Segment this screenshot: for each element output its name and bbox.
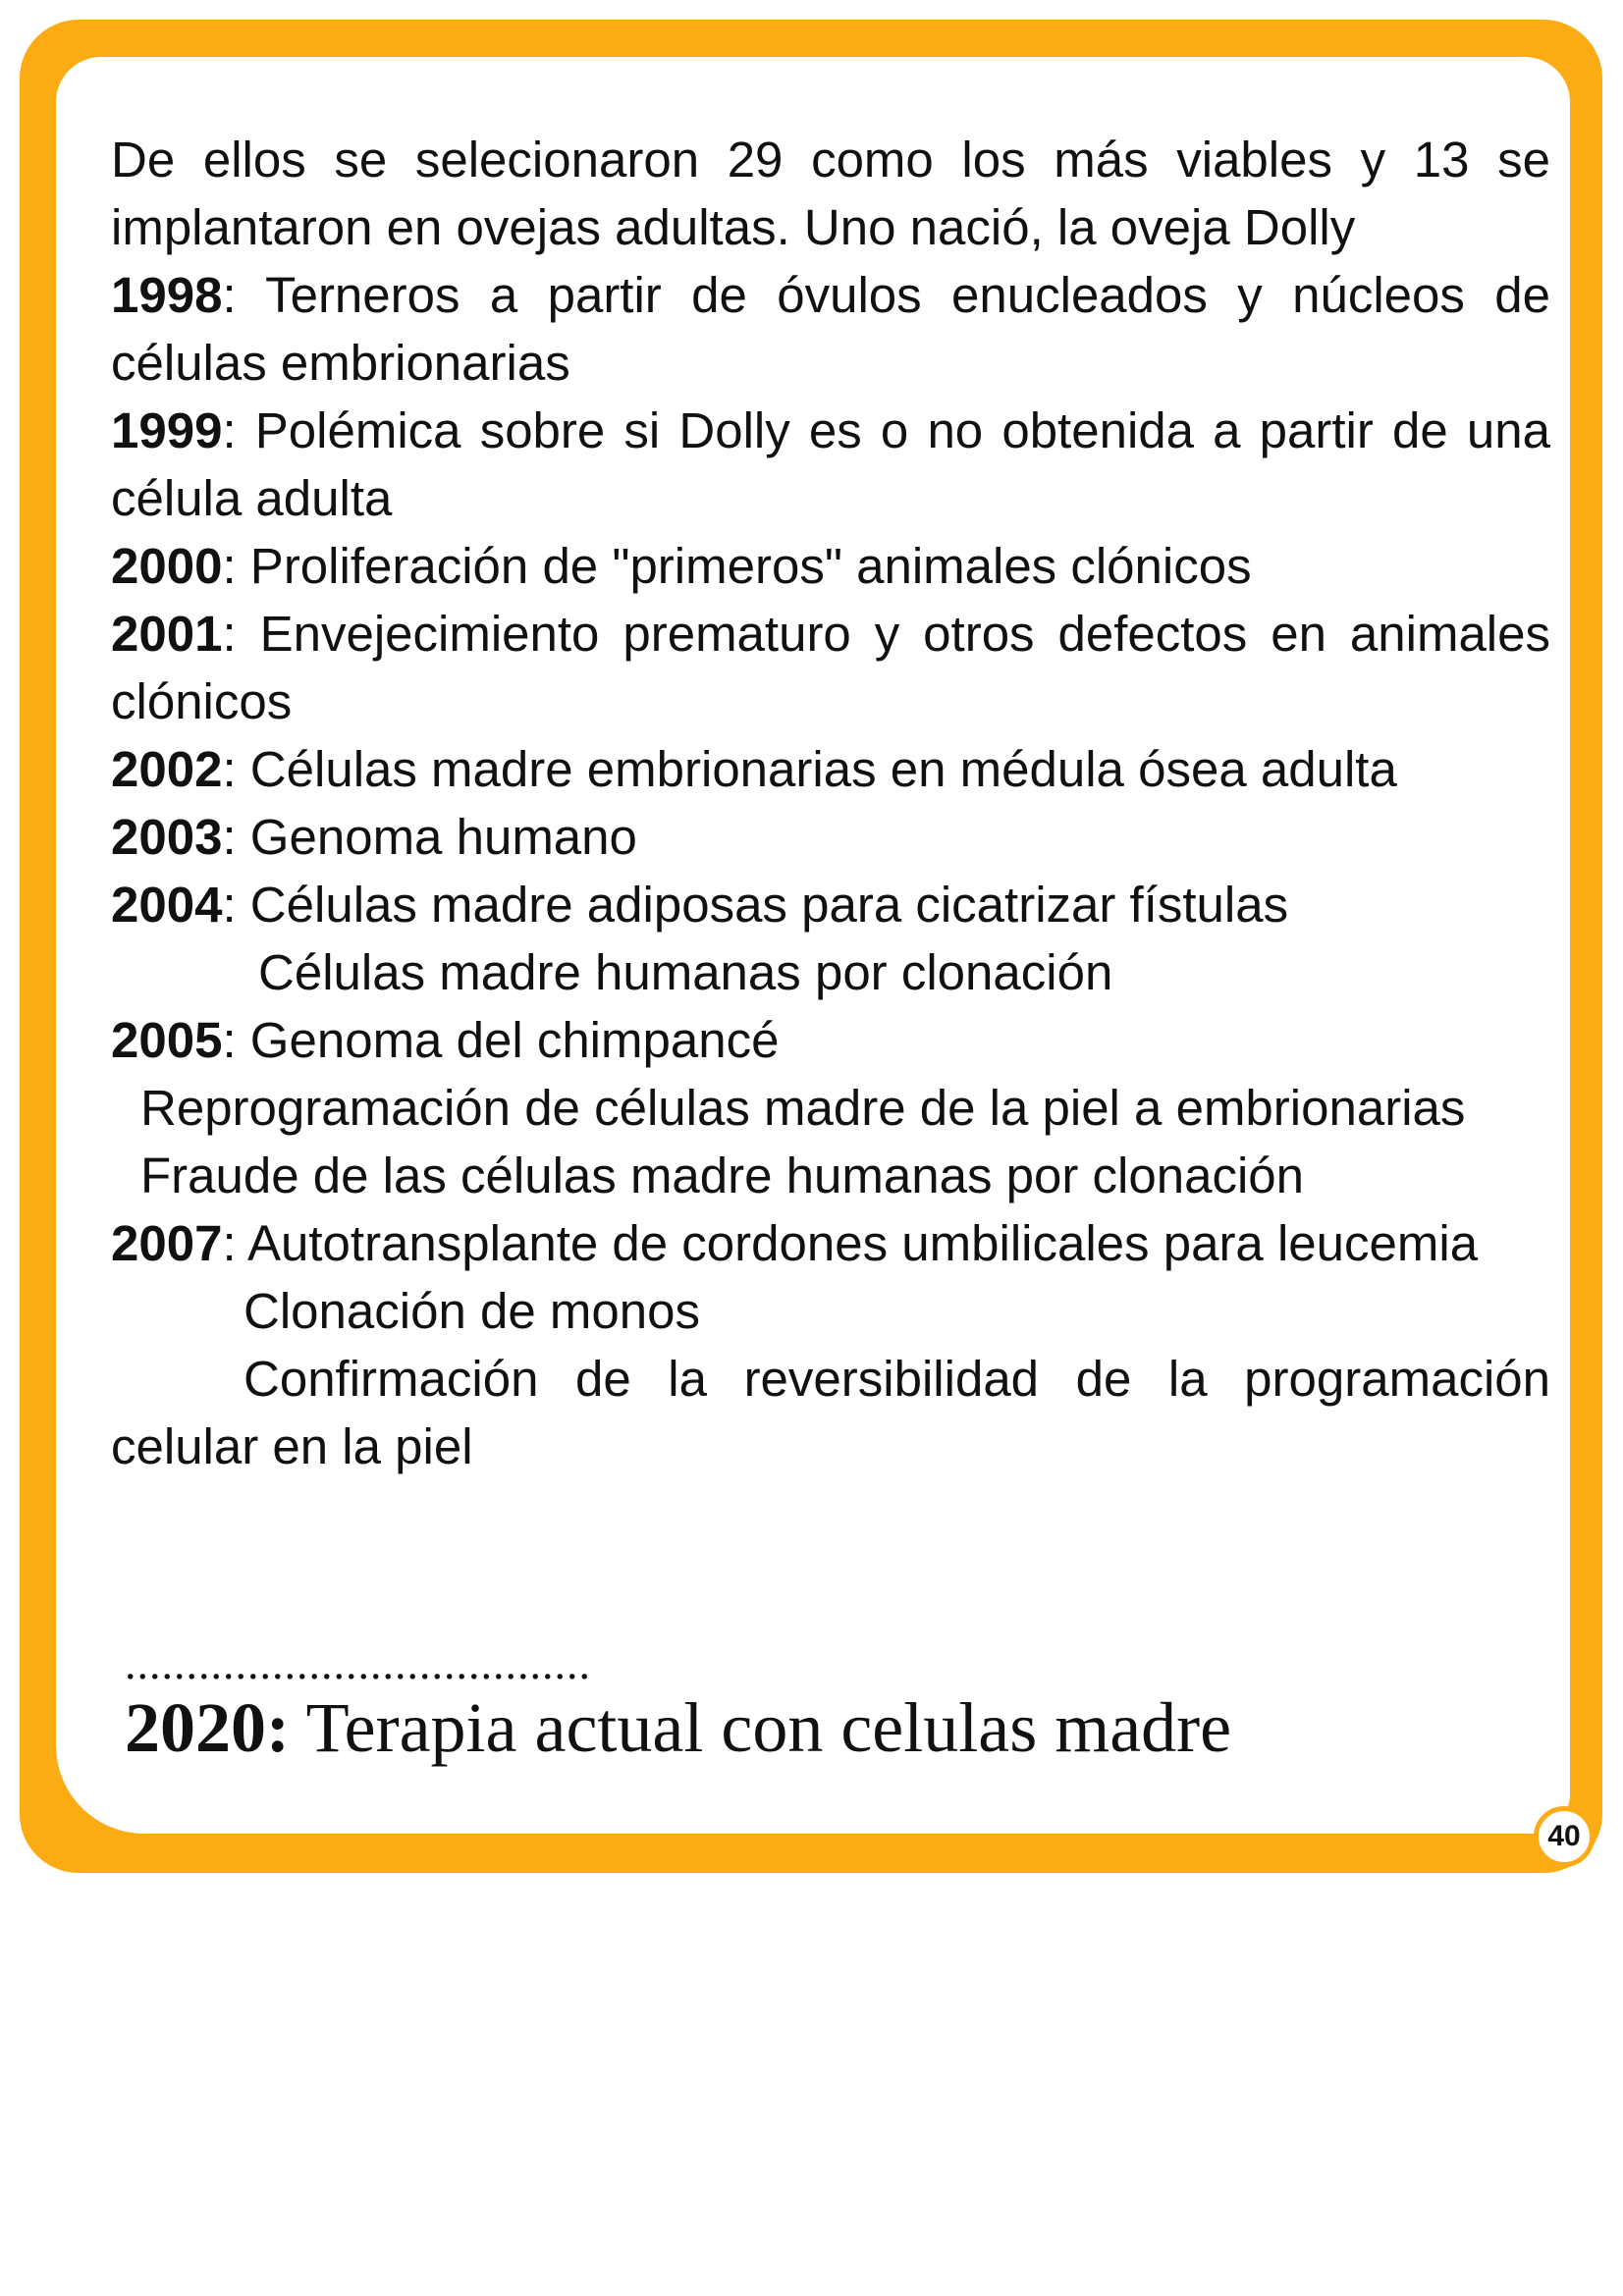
entry-2002 xyxy=(111,735,1550,803)
orange-frame xyxy=(20,20,1602,1873)
year-label: 1999 xyxy=(111,402,223,458)
entry-1998 xyxy=(111,261,1550,397)
entry-2005-sub-a: Reprogramación de células madre de la piel a embrionarias xyxy=(140,1080,1466,1136)
year-label: 2003 xyxy=(111,809,223,865)
entry-2005 xyxy=(111,1006,1550,1074)
page-number-badge: 40 xyxy=(1534,1806,1595,1867)
year-label: 2005 xyxy=(111,1012,223,1068)
entry-2007-sub-b: Confirmación de la reversibilidad de la programación celular en la piel xyxy=(111,1351,1550,1474)
year-label: 2002 xyxy=(111,741,223,797)
entry-text: : Células madre adiposas para cicatrizar fístulas xyxy=(222,877,1289,933)
year-label: 2004 xyxy=(111,877,223,933)
entry-2004 xyxy=(111,871,1550,938)
entry-2000 xyxy=(111,532,1550,600)
final-year-label: 2020: xyxy=(125,1688,290,1767)
year-label: 2000 xyxy=(111,538,223,594)
entry-2005-sub-b: Fraude de las células madre humanas por clonación xyxy=(140,1148,1305,1203)
entry-text: : Genoma humano xyxy=(222,809,637,865)
entry-text: : Proliferación de "primeros" animales clónicos xyxy=(222,538,1252,594)
entry-text: : Células madre embrionarias en médula ósea adulta xyxy=(222,741,1397,797)
content-panel xyxy=(56,57,1581,1852)
entry-text: : Terneros a partir de óvulos enucleados y núcleos de células embrionarias xyxy=(111,267,1550,391)
final-entry-2020 xyxy=(125,1686,1231,1769)
entry-text: : Polémica sobre si Dolly es o no obtenida a partir de una célula adulta xyxy=(111,402,1550,526)
year-label: 1998 xyxy=(111,267,223,323)
entry-2007-sub-a: Clonación de monos xyxy=(243,1283,700,1339)
year-label: 2001 xyxy=(111,606,223,662)
entry-1999 xyxy=(111,397,1550,532)
dotted-separator: ...................................... xyxy=(125,1638,591,1688)
entry-text: : Genoma del chimpancé xyxy=(222,1012,780,1068)
entry-2003 xyxy=(111,803,1550,871)
timeline-text xyxy=(111,126,1550,1480)
entry-2007 xyxy=(111,1209,1550,1277)
entry-text: : Autotransplante de cordones umbilicales para leucemia xyxy=(222,1215,1479,1271)
intro-line-2: implantaron en ovejas adultas. Uno nació, la oveja Dolly xyxy=(111,199,1356,255)
entry-text: : Envejecimiento prematuro y otros defectos en animales clónicos xyxy=(111,606,1550,729)
intro-line-1: De ellos se selecionaron 29 como los más viables y 13 se xyxy=(111,132,1550,187)
entry-2001 xyxy=(111,600,1550,735)
final-entry-text: Terapia actual con celulas madre xyxy=(289,1688,1232,1767)
entry-2004-sub: Células madre humanas por clonación xyxy=(258,944,1113,1000)
year-label: 2007 xyxy=(111,1215,223,1271)
